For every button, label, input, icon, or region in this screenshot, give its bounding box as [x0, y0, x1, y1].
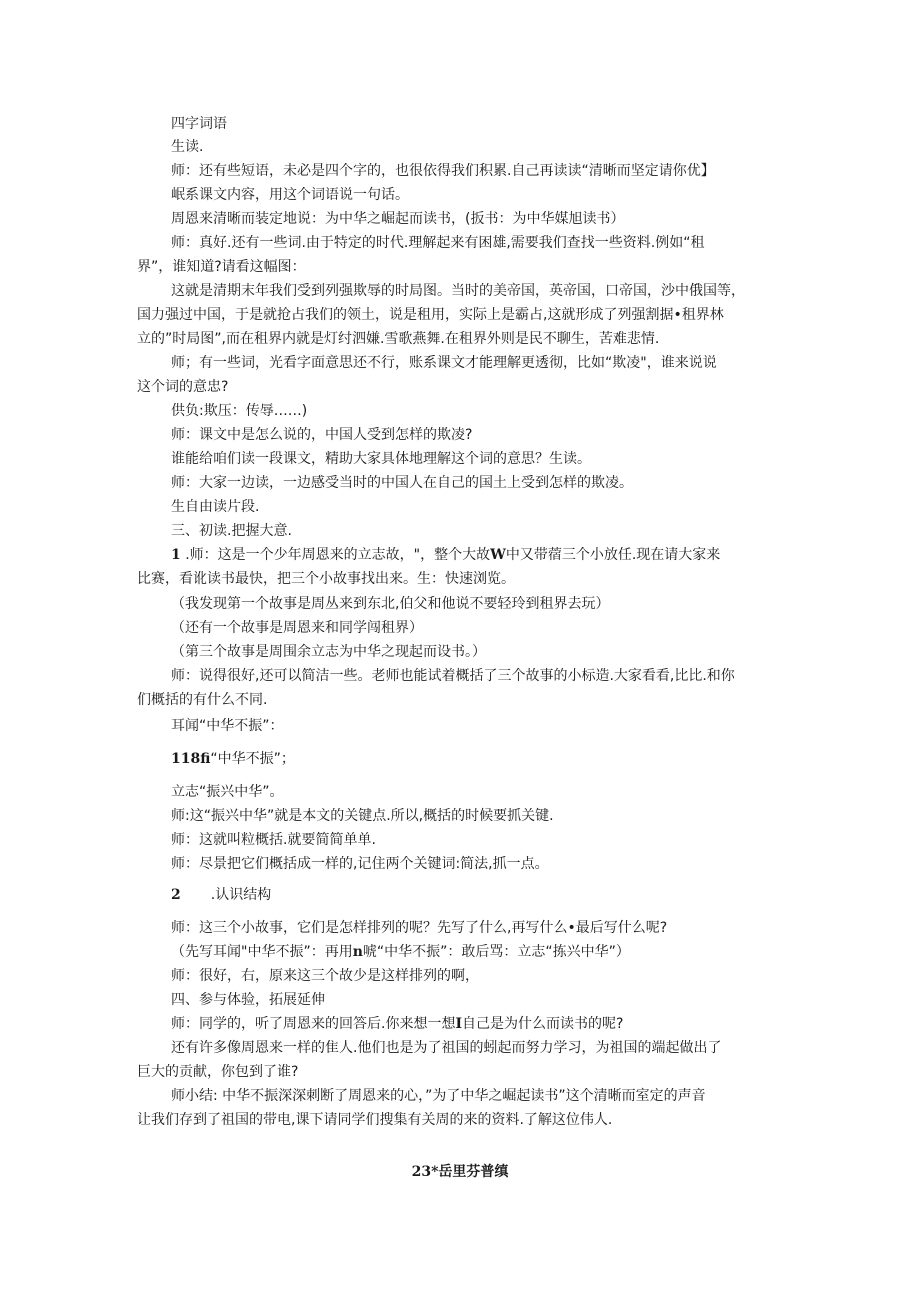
- text-line: 师：大家一边读，一边感受当时的中国人在自己的国土上受到怎样的欺凌。: [171, 475, 633, 491]
- text-line: 界”，谁知道?请看这幅图：: [137, 259, 306, 275]
- text-line: 师：同学的，听了周恩来的回答后.你来想一想I自己是为什么而读书的呢?: [171, 1016, 624, 1032]
- text-line: 师：尽景把它们概括成一样的,记住两个关键词:简法,抓一点。: [171, 856, 549, 872]
- text-line: 师:这“振兴中华”就是本文的关键点.所以,概括的时候要抓关键.: [171, 808, 554, 824]
- text-line: 师：说得很好,还可以简洁一些。老师也能试着概括了三个故事的小标造.大家看看,比比.和你: [171, 668, 735, 684]
- section-heading: 2 .认识结构: [171, 887, 272, 903]
- inline-mark: n: [352, 944, 363, 960]
- list-number: 1: [171, 547, 181, 563]
- text-line: 比赛，看讹读书最快，把三个小故事找出来。生：快速浏览。: [137, 571, 515, 587]
- text-line: 师；有一些词，光看字面意思还不行，账系课文才能理解更透彻，比如“欺凌"，谁来说说: [171, 355, 717, 371]
- text-line: 1 .师：这是一个少年周恩来的立志故，"，整个大故W中又带蓿三个小放任.现在请大家来: [171, 547, 721, 563]
- text-line: 师小结: 中华不振深深刺断了周恩来的心，”为了中华之崛起读书”这个清晰而室定的声音: [171, 1088, 706, 1104]
- text-line: 供负:欺压：传辱……): [171, 403, 308, 419]
- text-line: 还有许多像周恩来一样的隹人.他们也是为了祖国的蚓起而努力学习，为祖国的端起做出了: [171, 1040, 722, 1056]
- text-line: 师：真好.还有一些词.由于特定的时代.理解起来有困雄,需要我们查找一些资料.例如“租: [171, 235, 705, 251]
- text-line: 立的”时局图”,而在租界内就是灯纣泗嫌.雪歌燕舞.在租界外则是民不聊生，苦难悲情.: [137, 331, 660, 347]
- text-line: 这就是清期末年我们受到列强欺辱的时局图。当时的美帝国，英帝国，口帝国，沙中俄国等，: [171, 283, 745, 299]
- text-line: 生自由读片段.: [171, 499, 260, 515]
- text-line: 周恩来清晰而装定地说：为中华之崛起而读书，(扳书：为中华媒旭读书）: [171, 211, 625, 227]
- text-line: 们概括的有什么不同.: [137, 692, 268, 708]
- inline-mark: 118fi: [171, 751, 211, 767]
- text-line: 师：这三个小故事，它们是怎样排列的呢？先写了什么,再写什么•最后写什么呢?: [171, 920, 668, 936]
- text-line: 四字词语: [171, 116, 227, 132]
- section-heading: 三、初读.把握大意.: [171, 523, 292, 539]
- text-line: 国力强过中国，于是就抢占我们的领土，说是租用，实际上是霸占,这就形成了列强割据•租界林: [137, 307, 724, 323]
- inline-mark: W: [490, 547, 506, 563]
- text-line: 立志“振兴中华”。: [171, 784, 284, 800]
- text-line: 耳闻“中华不振”：: [171, 718, 284, 734]
- text-line: （先写耳闻"中华不振”：再用n唬“中华不振”：敢后骂：立志“拣兴中华”）: [171, 944, 630, 960]
- text-line: 谁能给咱们读一段课文，精助大家具体地理解这个词的意思？生读。: [171, 451, 591, 467]
- text-line: 巨大的贡献，你包到了谁?: [137, 1064, 299, 1080]
- text-line: 岷系课文内容，用这个词语说一句话。: [171, 187, 409, 203]
- text-line: 师：这就叫粒概括.就要简简单单.: [171, 832, 376, 848]
- section-heading: 四、参与体验，拓展延伸: [171, 992, 325, 1008]
- text-line: 118fi“中华不振”；: [171, 751, 295, 767]
- text-line: 师：课文中是怎么说的，中国人受到怎样的欺凌?: [171, 427, 473, 443]
- text-line: 生读.: [171, 139, 204, 155]
- inline-mark: I: [455, 1016, 463, 1032]
- text-line: （还有一个故事是周恩来和同学闯租界）: [171, 620, 423, 636]
- list-number: 2: [171, 887, 181, 903]
- text-line: 师：还有些短语，未必是四个字的，也很依得我们积累.自己再读读“清晰而坚定请你优】: [171, 163, 715, 179]
- page-footer: 23*岳里芬普缜: [411, 1164, 509, 1180]
- text-line: （我发现第一个故事是周丛来到东北,伯父和他说不要轻玲到租界去玩）: [171, 596, 610, 612]
- text-line: 师：很好，右，原来这三个故少是这样排列的啊，: [171, 968, 479, 984]
- text-line: 让我们存到了祖国的带电,课下请同学们搜集有关周的来的资料.了解这位伟人.: [137, 1112, 613, 1128]
- text-line: 这个词的意忠?: [137, 379, 229, 395]
- text-line: （第三个故事是周围余立志为中华之现起而设书。）: [171, 644, 486, 660]
